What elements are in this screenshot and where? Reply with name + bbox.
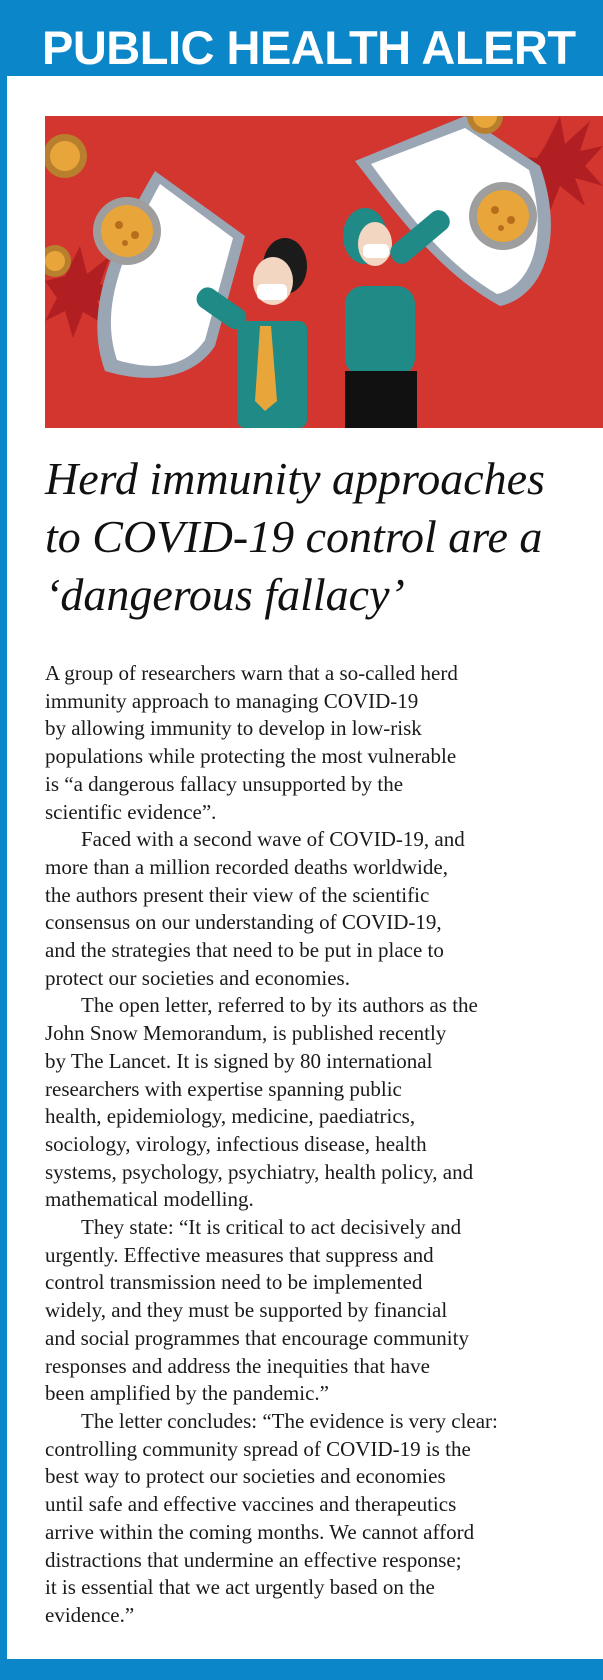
text-line: sociology, virology, infectious disease, health <box>45 1131 427 1156</box>
skirt <box>345 371 417 428</box>
bottom-border <box>0 1659 603 1680</box>
text-line: more than a million recorded deaths worldwide, <box>45 854 448 879</box>
text-line: is “a dangerous fallacy unsupported by the <box>45 771 404 796</box>
text-line: arrive within the coming months. We cannot afford <box>45 1519 475 1544</box>
mask-icon <box>257 284 287 300</box>
text-line: best way to protect our societies and economies <box>45 1464 446 1489</box>
text-line: scientific evidence”. <box>45 799 217 824</box>
text-line: it is essential that we act urgently based on the <box>45 1575 435 1600</box>
text-line: consensus on our understanding of COVID-19, <box>45 910 442 935</box>
paragraph <box>45 1408 603 1630</box>
virus-icon <box>93 197 161 265</box>
text-line: been amplified by the pandemic.” <box>45 1381 329 1406</box>
text-line: controlling community spread of COVID-19 is the <box>45 1436 471 1461</box>
text-line: responses and address the inequities that have <box>45 1353 430 1378</box>
banner-title: PUBLIC HEALTH ALERT <box>42 21 576 74</box>
mask-icon <box>363 244 389 258</box>
text-line: protect our societies and economies. <box>45 965 350 990</box>
paragraph <box>45 992 603 1214</box>
text-line: urgently. Effective measures that suppress and <box>45 1242 434 1267</box>
text-line: researchers with expertise spanning public <box>45 1076 402 1101</box>
text-line: and social programmes that encourage community <box>45 1325 469 1350</box>
headline-line: Herd immunity approaches <box>45 453 545 504</box>
text-line: by allowing immunity to develop in low-risk <box>45 716 422 741</box>
text-line: by The Lancet. It is signed by 80 international <box>45 1048 433 1073</box>
text-line: the authors present their view of the scientific <box>45 882 430 907</box>
text-line: distractions that undermine an effective response; <box>45 1547 462 1572</box>
text-line: control transmission need to be implemented <box>45 1270 423 1295</box>
text-line: The open letter, referred to by its authors as the <box>81 993 478 1018</box>
text-line: immunity approach to managing COVID-19 <box>45 688 419 713</box>
text-line: John Snow Memorandum, is published recently <box>45 1021 447 1046</box>
headline-line: to COVID-19 control are a <box>45 511 543 562</box>
text-line: systems, psychology, psychiatry, health policy, and <box>45 1159 474 1184</box>
headline <box>45 450 600 624</box>
text-line: and the strategies that need to be put in place to <box>45 938 444 963</box>
text-line: health, epidemiology, medicine, paediatrics, <box>45 1104 416 1129</box>
virus-icon <box>469 182 537 250</box>
text-line: They state: “It is critical to act decisively and <box>81 1215 462 1240</box>
text-line: A group of researchers warn that a so-called herd <box>45 661 458 685</box>
virus-icon <box>45 134 87 178</box>
paragraph <box>45 660 603 826</box>
text-line: Faced with a second wave of COVID-19, and <box>81 827 465 852</box>
paragraph <box>45 1214 603 1408</box>
article-body <box>45 660 603 1630</box>
headline-line: ‘dangerous fallacy’ <box>45 569 405 620</box>
text-line: evidence.” <box>45 1602 135 1627</box>
paragraph <box>45 826 603 992</box>
text-line: mathematical modelling. <box>45 1187 254 1212</box>
covid-shields-illustration <box>45 116 603 428</box>
text-line: populations while protecting the most vulnerable <box>45 744 457 769</box>
left-border <box>0 0 7 1680</box>
text-line: widely, and they must be supported by financial <box>45 1298 448 1323</box>
text-line: The letter concludes: “The evidence is very clear: <box>81 1408 498 1433</box>
text-line: until safe and effective vaccines and therapeutics <box>45 1492 457 1517</box>
